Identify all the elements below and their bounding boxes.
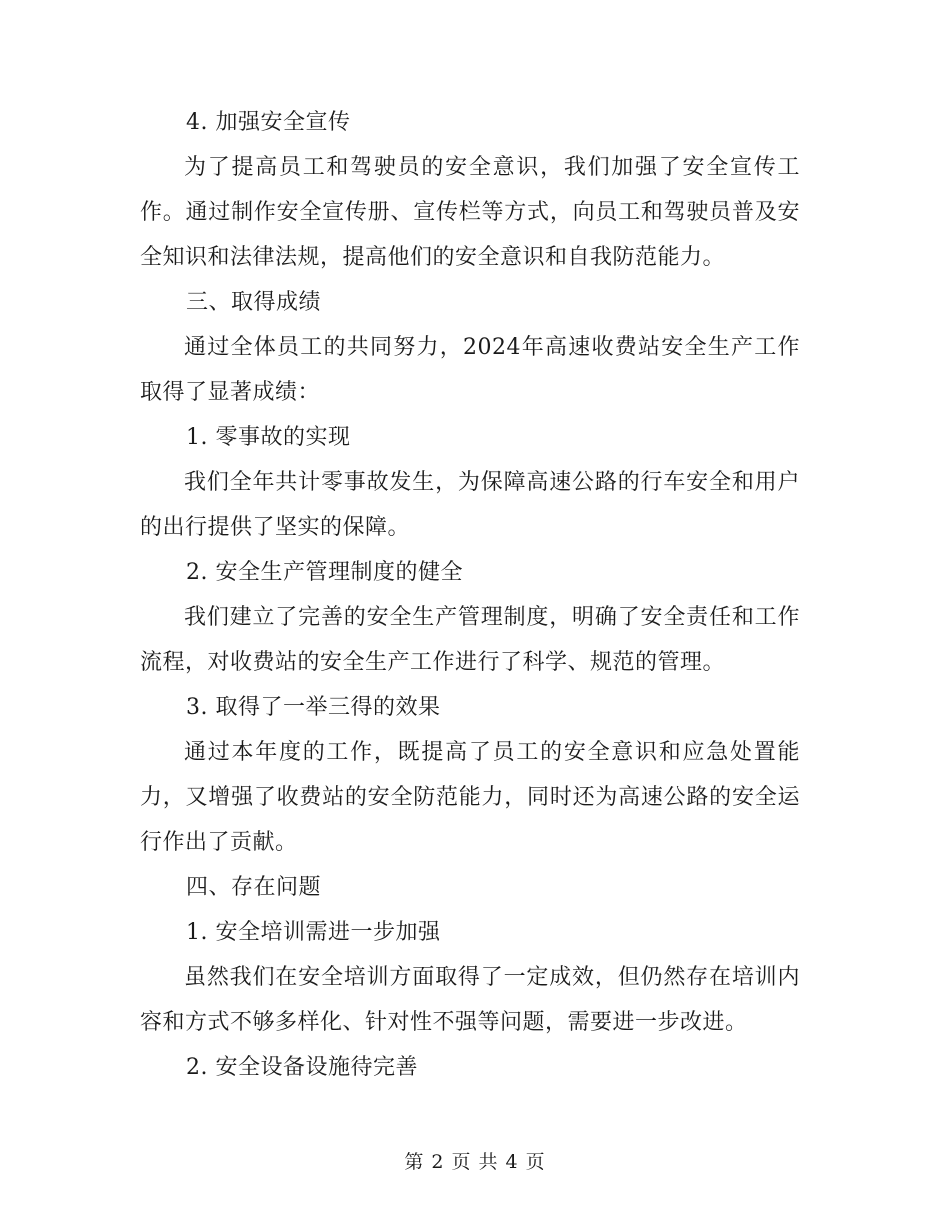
section-heading: 四、存在问题 (186, 875, 322, 900)
section-heading: 2. 安全设备设施待完善 (186, 1055, 418, 1080)
section-heading: 1. 零事故的实现 (186, 425, 351, 450)
page-number-footer: 第 2 页 共 4 页 (404, 1151, 546, 1173)
section-heading: 1. 安全培训需进一步加强 (186, 920, 441, 945)
paragraph: 我们建立了完善的安全生产管理制度，明确了安全责任和工作流程，对收费站的安全生产工作进行了科学、规范的管理。 (140, 605, 800, 675)
paragraph: 为了提高员工和驾驶员的安全意识，我们加强了安全宣传工作。通过制作安全宣传册、宣传栏等方式，向员工和驾驶员普及安全知识和法律法规，提高他们的安全意识和自我防范能力。 (140, 155, 800, 270)
paragraph: 通过全体员工的共同努力，2024年高速收费站安全生产工作取得了显著成绩： (140, 335, 800, 405)
section-heading: 3. 取得了一举三得的效果 (186, 695, 441, 720)
section-heading: 4. 加强安全宣传 (186, 110, 351, 135)
paragraph: 我们全年共计零事故发生，为保障高速公路的行车安全和用户的出行提供了坚实的保障。 (140, 470, 800, 540)
section-heading: 2. 安全生产管理制度的健全 (186, 560, 463, 585)
paragraph: 通过本年度的工作，既提高了员工的安全意识和应急处置能力，又增强了收费站的安全防范能力，同时还为高速公路的安全运行作出了贡献。 (140, 740, 800, 855)
document-body (140, 100, 800, 1090)
section-heading: 三、取得成绩 (186, 290, 322, 315)
paragraph: 虽然我们在安全培训方面取得了一定成效，但仍然存在培训内容和方式不够多样化、针对性不强等问题，需要进一步改进。 (140, 965, 800, 1035)
